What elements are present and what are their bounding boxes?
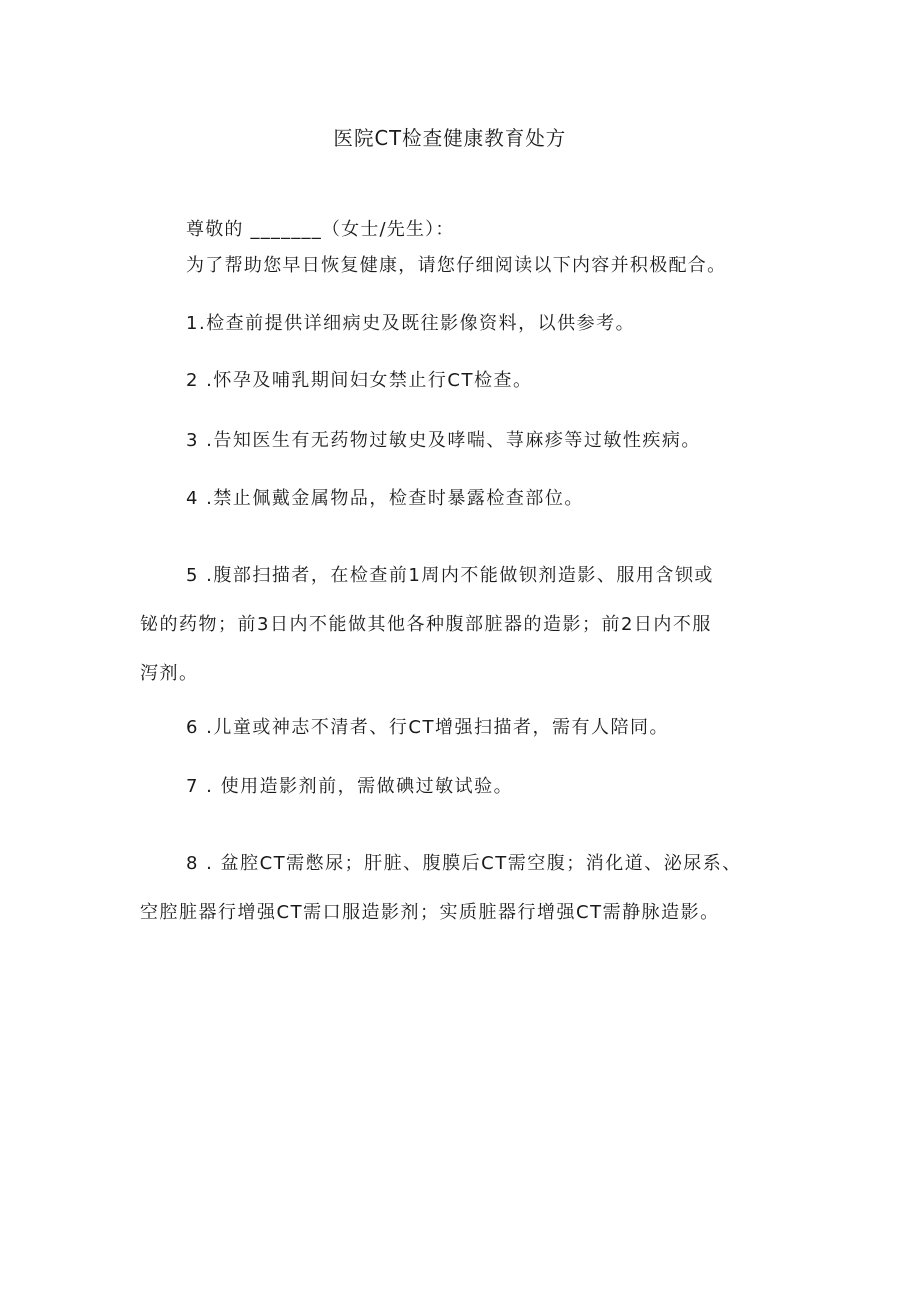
item-1: 1.检查前提供详细病史及既往影像资料，以供参考。 bbox=[186, 313, 636, 334]
item-8-line-2: 空腔脏器行增强CT需口服造影剂；实质脏器行增强CT需静脉造影。 bbox=[140, 902, 720, 923]
item-7: 7 . 使用造影剂前，需做碘过敏试验。 bbox=[186, 776, 514, 797]
item-5-line-2: 铋的药物；前3日内不能做其他各种腹部脏器的造影；前2日内不服 bbox=[140, 614, 712, 635]
item-6: 6 .儿童或神志不清者、行CT增强扫描者，需有人陪同。 bbox=[186, 717, 669, 738]
item-2: 2 .怀孕及哺乳期间妇女禁止行CT检查。 bbox=[186, 370, 533, 391]
document-title: 医院CT检查健康教育处方 bbox=[333, 126, 567, 150]
greeting-line: 尊敬的 _______（女士/先生）： bbox=[186, 219, 455, 240]
item-5-line-3: 泻剂。 bbox=[140, 663, 199, 684]
item-3: 3 .告知医生有无药物过敏史及哮喘、荨麻疹等过敏性疾病。 bbox=[186, 430, 701, 451]
intro-paragraph: 为了帮助您早日恢复健康，请您仔细阅读以下内容并积极配合。 bbox=[186, 255, 727, 276]
item-8-line-1: 8 . 盆腔CT需憋尿；肝脏、腹膜后CT需空腹；消化道、泌尿系、 bbox=[186, 853, 742, 874]
item-5-line-1: 5 .腹部扫描者，在检查前1周内不能做钡剂造影、服用含钡或 bbox=[186, 565, 714, 586]
item-4: 4 .禁止佩戴金属物品，检查时暴露检查部位。 bbox=[186, 488, 584, 509]
